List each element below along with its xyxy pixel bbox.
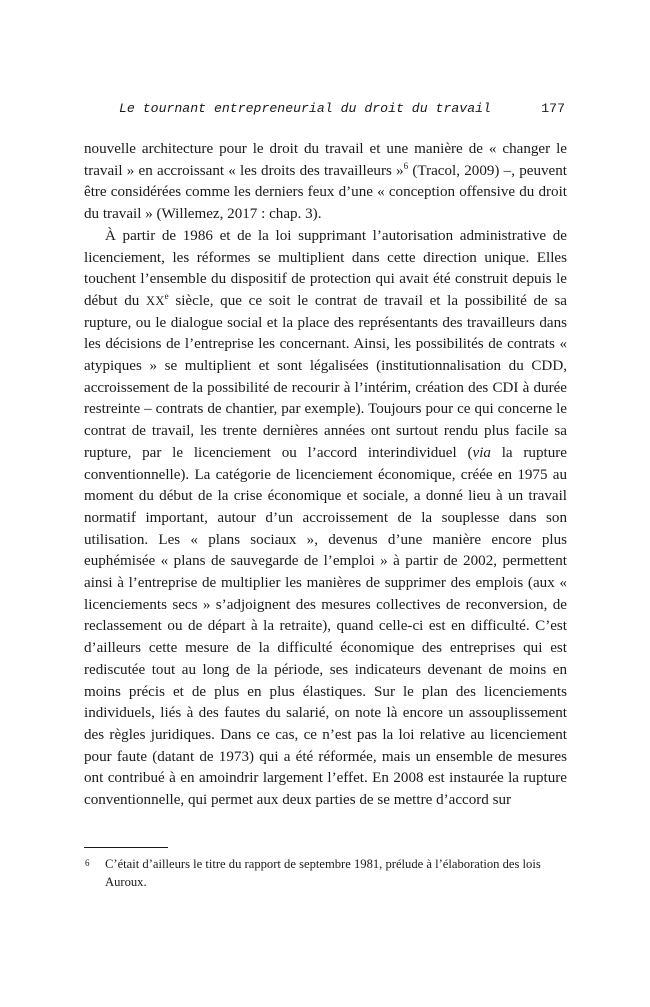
paragraph-text: À partir de 1986 et de la loi supprimant l’autorisation administrative de licenciement, les réformes se multiplient dans cette direction unique. Elles touchent l’ensemble du dispositif de protection qui avait été construit depuis le début du [84, 227, 567, 309]
footnote-number: 6 [85, 858, 90, 868]
paragraph-text: (Tracol, 2009) –, peuvent être considérées comme les derniers feux d’une « conception offensive du droit du travail » (Willemez, 2017 : chap. 3). [84, 162, 567, 223]
paragraph-text: siècle, que ce soit le contrat de travail et la possibilité de sa rupture, ou le dialogue social et la place des représentants des travailleurs dans les décisions de l’entreprise les concernant. Ainsi, les possibilités de contrats « atypiques » se multiplient et sont légalisées (institutionnalisation du CDD, accroissement de la possibilité de recourir à l’intérim, création des CDI à durée restreinte – contrats de chantier, par exemple). Toujours pour ce qui concerne le contrat de travail, les trente dernières années ont surtout rendu plus facile sa rupture, par le licenciement ou l’accord interindividuel ( [84, 292, 567, 461]
century-numeral: XX [146, 293, 165, 308]
paragraph-continued [84, 139, 567, 226]
book-page [84, 0, 567, 1007]
footnote [84, 855, 567, 891]
running-header [84, 101, 567, 123]
body-text [84, 139, 567, 812]
century-superscript: e [164, 290, 169, 301]
paragraph-text: nouvelle architecture pour le droit du travail et une manière de « changer le travail » en accroissant « les droits des travailleurs » [84, 141, 567, 179]
paragraph [84, 226, 567, 812]
footnote-separator [84, 847, 168, 848]
italic-term: via [472, 444, 491, 461]
footnote-reference[interactable]: 6 [403, 160, 409, 171]
paragraph-text: la rupture conventionnelle). La catégorie de licenciement économique, créée en 1975 au moment du début de la crise économique et sociale, a donné lieu à un travail normatif important, autour d’un accroissement de la souplesse dans son utilisation. Les « plans sociaux », devenus d’une manière encore plus euphémisée « plans de sauvegarde de l’emploi » à partir de 2002, permettent ainsi à l’entreprise de multiplier les manières de supprimer des emplois (aux « licenciements secs » s’adjoignent des mesures collectives de reconversion, de reclassement ou de départ à la retraite), quand celle-ci est en difficulté. C’est d’ailleurs cette mesure de la difficulté économique des entreprises qui est rediscutée tout au long de la période, ses indicateurs devenant de moins en moins précis et de plus en plus élastiques. Sur le plan des licenciements individuels, liés à des fautes du salarié, on note là encore un assouplissement des règles juridiques. Dans ce cas, ce n’est pas la loi relative au licenciement pour faute (datant de 1973) qui a été réformée, mais un ensemble de mesures ont contribué à en amoindrir largement l’effet. En 2008 est instaurée la rupture conventionnelle, qui permet aux deux parties de se mettre d’accord sur [84, 444, 567, 809]
footnote-text: C’était d’ailleurs le titre du rapport de septembre 1981, prélude à l’élaboration des lois Auroux. [105, 857, 541, 889]
running-title: Le tournant entrepreneurial du droit du travail [119, 101, 491, 116]
page-number: 177 [541, 101, 565, 116]
